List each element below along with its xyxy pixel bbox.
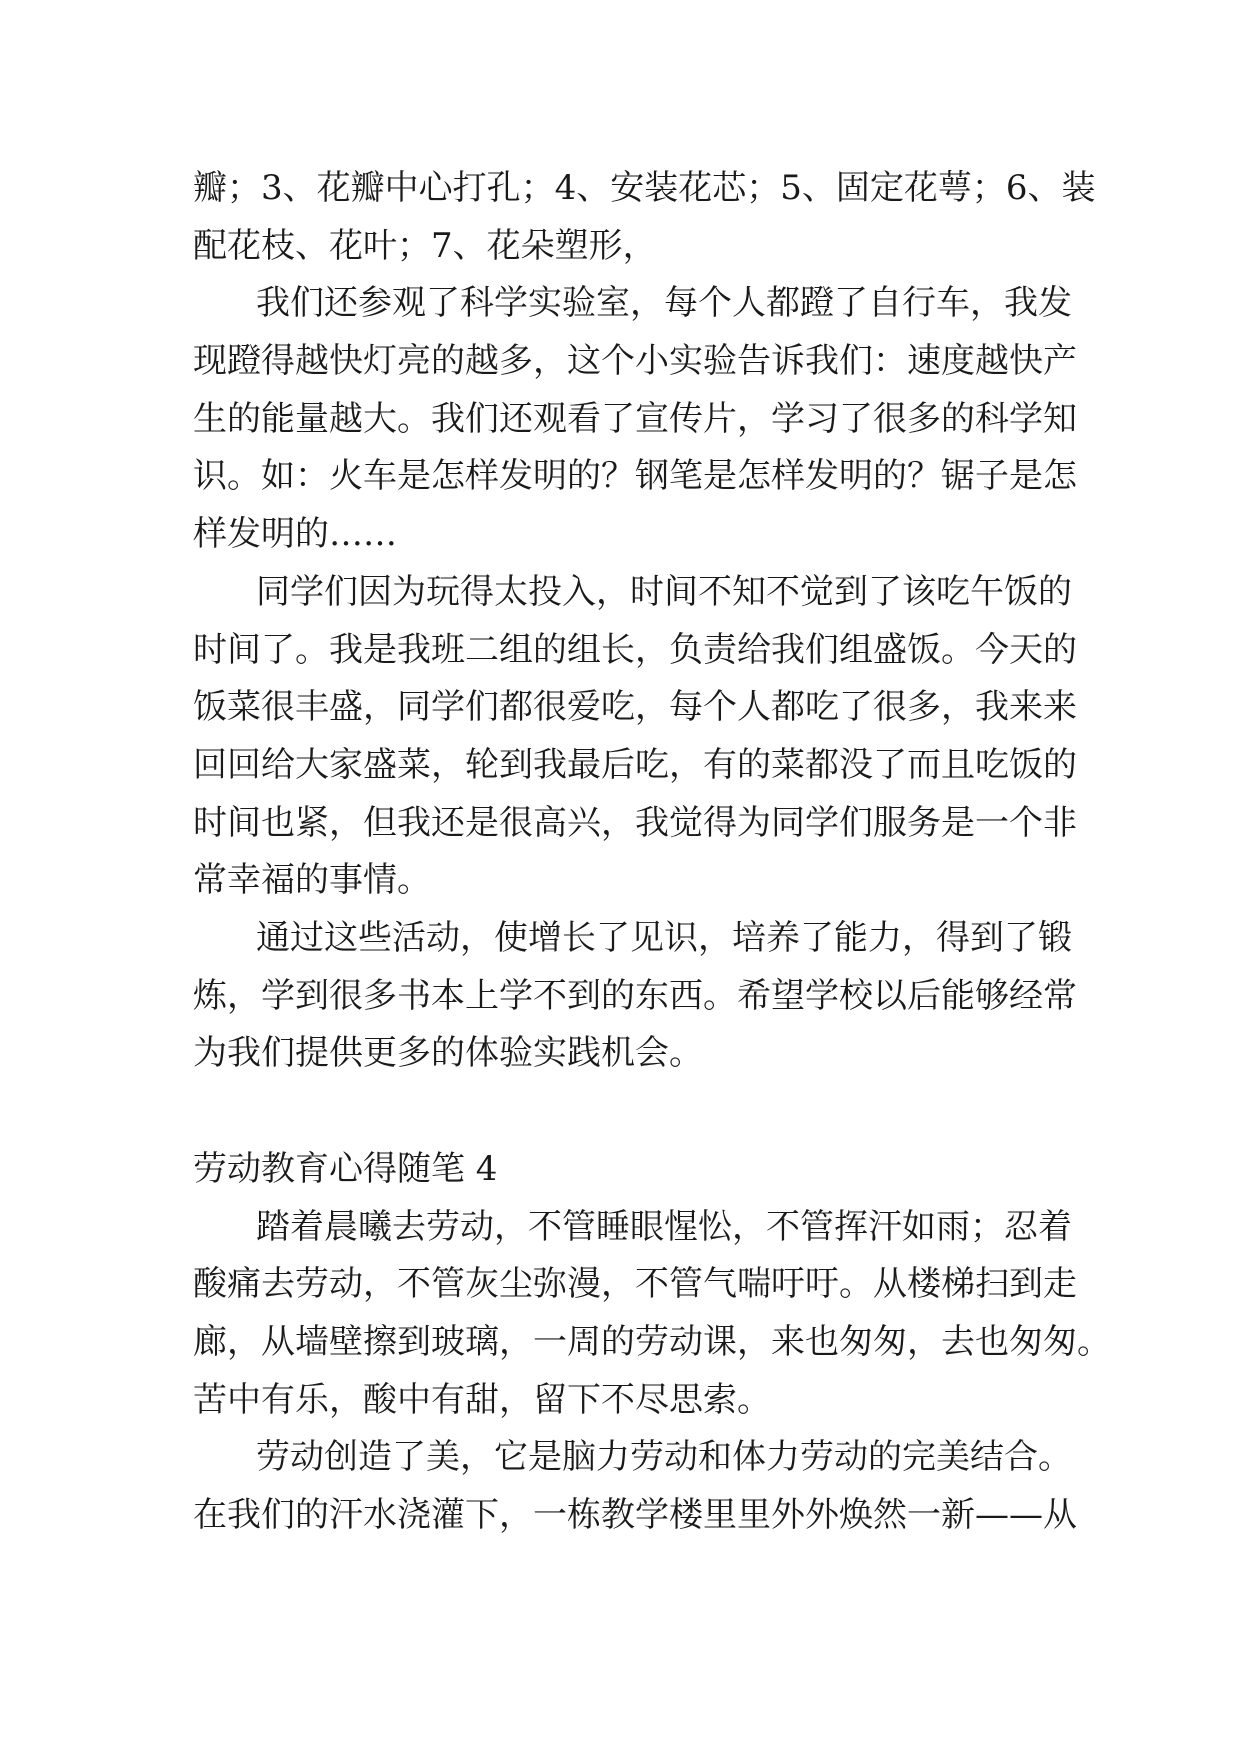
text-line: 识。如：火车是怎样发明的？钢笔是怎样发明的？锯子是怎 <box>193 456 1077 496</box>
text-line: 在我们的汗水浇灌下，一栋教学楼里里外外焕然一新——从 <box>193 1495 1077 1535</box>
text-line: 饭菜很丰盛，同学们都很爱吃，每个人都吃了很多，我来来 <box>193 687 1077 727</box>
text-line: 现蹬得越快灯亮的越多，这个小实验告诉我们：速度越快产 <box>193 341 1077 381</box>
text-line: 常幸福的事情。 <box>193 860 431 900</box>
text-line: 通过这些活动，使增长了见识，培养了能力，得到了锻 <box>256 918 1072 958</box>
text-line: 配花枝、花叶；7、花朵塑形， <box>193 226 657 266</box>
text-line: 炼，学到很多书本上学不到的东西。希望学校以后能够经常 <box>193 976 1077 1016</box>
text-line: 苦中有乐，酸中有甜，留下不尽思索。 <box>193 1380 771 1420</box>
text-line: 为我们提供更多的体验实践机会。 <box>193 1033 703 1073</box>
text-line: 回回给大家盛菜，轮到我最后吃，有的菜都没了而且吃饭的 <box>193 745 1077 785</box>
text-line: 时间也紧，但我还是很高兴，我觉得为同学们服务是一个非 <box>193 803 1077 843</box>
text-line: 同学们因为玩得太投入，时间不知不觉到了该吃午饭的 <box>256 572 1072 612</box>
section-heading: 劳动教育心得随笔 4 <box>193 1149 498 1189</box>
text-line: 时间了。我是我班二组的组长，负责给我们组盛饭。今天的 <box>193 630 1077 670</box>
text-line: 样发明的…… <box>193 514 397 554</box>
text-line: 我们还参观了科学实验室，每个人都蹬了自行车，我发 <box>256 283 1072 323</box>
text-line: 生的能量越大。我们还观看了宣传片，学习了很多的科学知 <box>193 399 1077 439</box>
text-line: 瓣；3、花瓣中心打孔；4、安装花芯；5、固定花萼；6、装 <box>193 168 1096 208</box>
text-line: 酸痛去劳动，不管灰尘弥漫，不管气喘吁吁。从楼梯扫到走 <box>193 1264 1077 1304</box>
text-line: 劳动创造了美，它是脑力劳动和体力劳动的完美结合。 <box>256 1437 1072 1477</box>
text-line: 廊，从墙壁擦到玻璃，一周的劳动课，来也匆匆，去也匆匆。 <box>193 1322 1111 1362</box>
text-line: 踏着晨曦去劳动，不管睡眼惺忪，不管挥汗如雨；忍着 <box>256 1207 1072 1247</box>
